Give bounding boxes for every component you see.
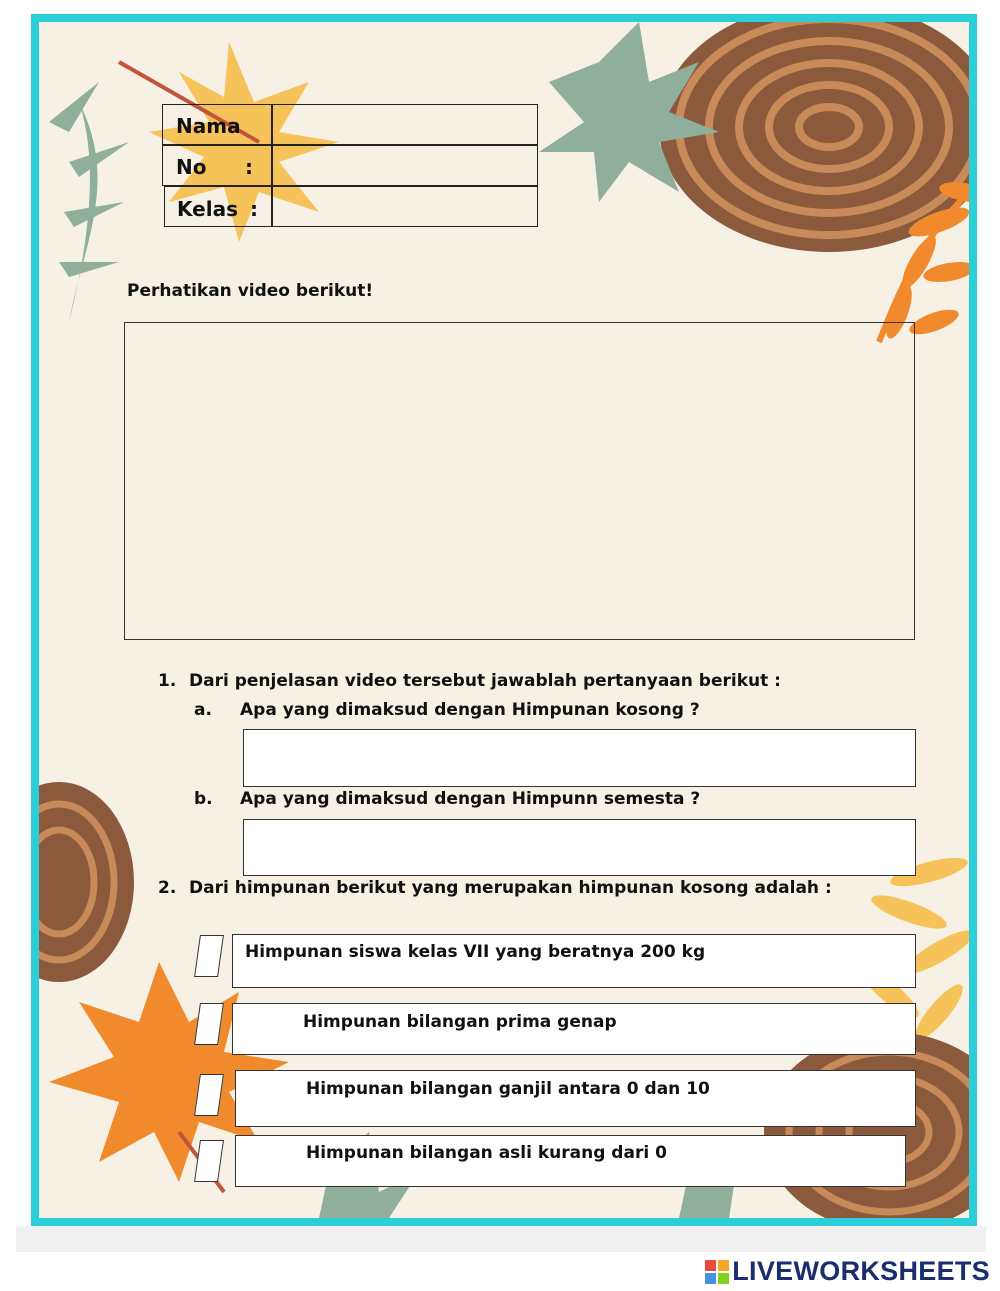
page-shadow — [16, 1226, 986, 1252]
no-label: No — [176, 155, 207, 179]
no-input-field[interactable] — [272, 145, 538, 186]
green-fern-icon — [49, 82, 129, 322]
q2-text: Dari himpunan berikut yang merupakan himpunan kosong adalah : — [189, 878, 832, 898]
no-colon: : — [245, 155, 253, 179]
nama-label: Nama — [176, 114, 241, 138]
q1-number: 1. — [158, 671, 177, 691]
q1a-letter: a. — [194, 700, 212, 720]
video-player[interactable] — [124, 322, 915, 640]
q1b-text: Apa yang dimaksud dengan Himpunn semesta ? — [240, 789, 701, 809]
kelas-colon: : — [250, 197, 258, 221]
worksheet-page — [31, 14, 977, 1226]
liveworksheets-logo — [705, 1256, 990, 1287]
nama-input-field[interactable] — [272, 104, 538, 145]
option-4-text: Himpunan bilangan asli kurang dari 0 — [306, 1143, 667, 1163]
kelas-label: Kelas — [177, 197, 238, 221]
kelas-input-field[interactable] — [272, 186, 538, 227]
liveworksheets-brand-text: LIVEWORKSHEETS — [732, 1256, 990, 1286]
q1a-text: Apa yang dimaksud dengan Himpunan kosong ? — [240, 700, 700, 720]
option-3-text: Himpunan bilangan ganjil antara 0 dan 10 — [306, 1079, 710, 1099]
q2-number: 2. — [158, 878, 177, 898]
option-1-text: Himpunan siswa kelas VII yang beratnya 200 kg — [245, 942, 706, 962]
q1b-answer-field[interactable] — [243, 819, 916, 876]
q1b-letter: b. — [194, 789, 213, 809]
option-2-text: Himpunan bilangan prima genap — [303, 1012, 617, 1032]
wood-slice-icon — [659, 22, 969, 252]
q1-text: Dari penjelasan video tersebut jawablah pertanyaan berikut : — [189, 671, 781, 691]
q1a-answer-field[interactable] — [243, 729, 916, 787]
video-instruction: Perhatikan video berikut! — [127, 281, 374, 301]
liveworksheets-icon — [705, 1260, 729, 1284]
wood-slice-left-icon — [39, 782, 134, 982]
